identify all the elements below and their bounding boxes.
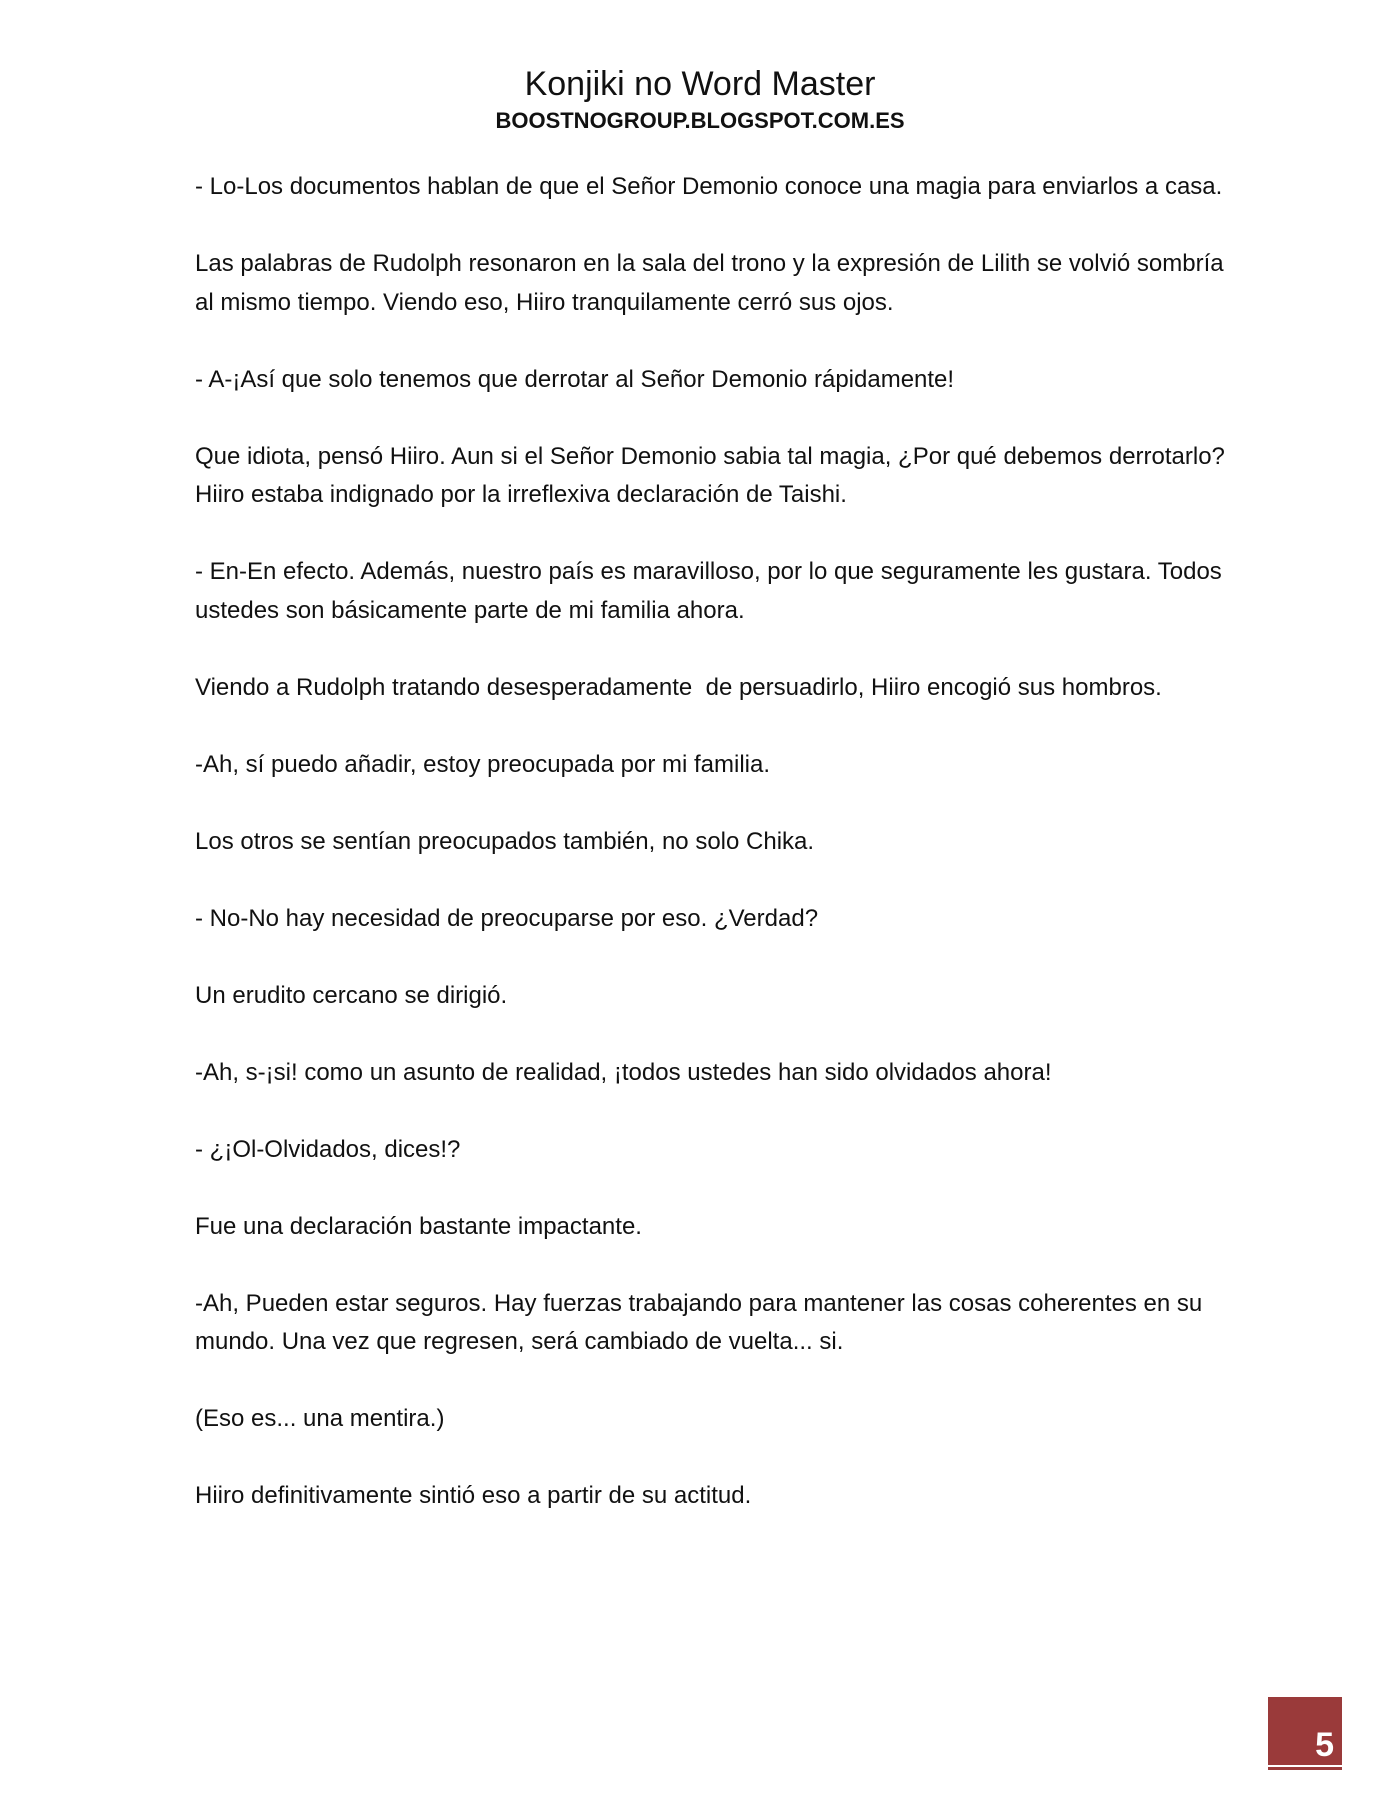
page-number-badge: [1268, 1697, 1342, 1765]
paragraph: -Ah, Pueden estar seguros. Hay fuerzas trabajando para mantener las cosas coherentes en su mundo. Una vez que regresen, será cambiado de vuelta... si.: [195, 1289, 1209, 1355]
page-header: [0, 62, 1400, 136]
paragraph: Hiiro definitivamente sintió eso a partir de su actitud.: [195, 1482, 752, 1509]
paragraph: - ¿¡Ol-Olvidados, dices!?: [195, 1135, 461, 1163]
paragraph: Viendo a Rudolph tratando desesperadamente de persuadirlo, Hiiro encogió sus hombros.: [195, 673, 1162, 701]
paragraph: - A-¡Así que solo tenemos que derrotar al Señor Demonio rápidamente!: [195, 365, 955, 393]
paragraph: (Eso es... una mentira.): [195, 1405, 445, 1432]
paragraph: Los otros se sentían preocupados también, no solo Chika.: [195, 827, 815, 855]
paragraph: Las palabras de Rudolph resonaron en la sala del trono y la expresión de Lilith se volvió sombría al mismo tiempo. Viendo eso, Hiiro tranquilamente cerró sus ojos.: [195, 250, 1231, 316]
paragraph: - No-No hay necesidad de preocuparse por eso. ¿Verdad?: [195, 904, 819, 932]
paragraph: -Ah, s-¡si! como un asunto de realidad, ¡todos ustedes han sido olvidados ahora!: [195, 1058, 1052, 1086]
paragraph: -Ah, sí puedo añadir, estoy preocupada por mi familia.: [195, 750, 770, 778]
paragraph: - Lo-Los documentos hablan de que el Señor Demonio conoce una magia para enviarlos a casa.: [195, 173, 1223, 200]
page-number: 5: [1315, 1726, 1334, 1764]
paragraph: - En-En efecto. Además, nuestro país es maravilloso, por lo que seguramente les gustara. Todos ustedes son básicamente parte de mi familia ahora.: [195, 558, 1229, 624]
paragraph: Un erudito cercano se dirigió.: [195, 981, 508, 1009]
paragraph: Fue una declaración bastante impactante.: [195, 1212, 642, 1240]
page-number-underline: [1268, 1767, 1342, 1770]
document-title: Konjiki no Word Master: [524, 65, 876, 103]
paragraph: Que idiota, pensó Hiiro. Aun si el Señor Demonio sabia tal magia, ¿Por qué debemos derrotarlo? Hiiro estaba indignado por la irreflexiva declaración de Taishi.: [195, 442, 1232, 508]
document-subtitle: BOOSTNOGROUP.BLOGSPOT.COM.ES: [495, 108, 905, 133]
document-body: [195, 168, 1232, 1554]
